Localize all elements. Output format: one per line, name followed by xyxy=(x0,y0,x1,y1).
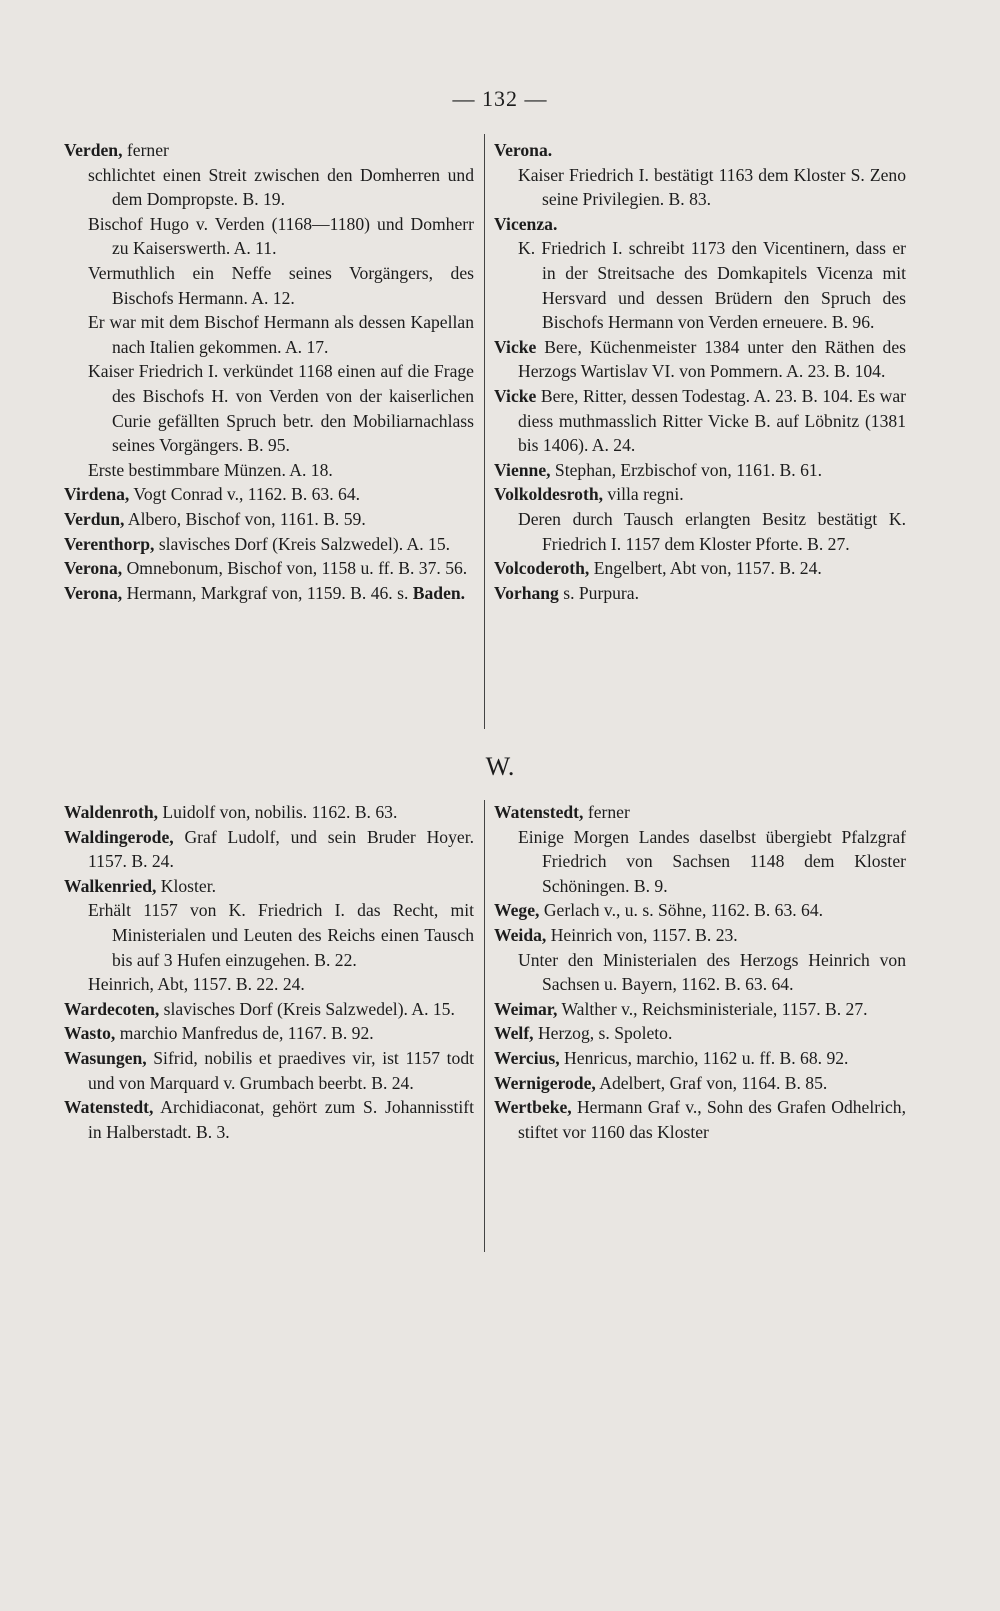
entry-text: Hermann Graf v., Sohn des Grafen Odhelrich, stiftet vor 1160 das Kloster xyxy=(518,1097,906,1142)
entry-headword: Vicke xyxy=(494,385,537,406)
entry-text: Henricus, marchio, 1162 u. ff. B. 68. 92. xyxy=(559,1047,849,1068)
entry-text: Herzog, s. Spoleto. xyxy=(533,1023,673,1044)
index-entry xyxy=(494,458,906,483)
entry-text: slavisches Dorf (Kreis Salzwedel). A. 15. xyxy=(159,998,455,1019)
entry-headword: Verenthorp, xyxy=(64,533,155,554)
right-column-w xyxy=(494,800,906,1144)
index-entry xyxy=(64,138,474,163)
index-subentry xyxy=(494,507,906,556)
entry-text: Luidolf von, nobilis. 1162. B. 63. xyxy=(158,802,398,822)
entry-text: Hermann, Markgraf von, 1159. B. 46. s. xyxy=(122,582,413,603)
entry-headword: Volkoldesroth, xyxy=(494,484,604,505)
entry-text: Heinrich von, 1157. B. 23. xyxy=(546,924,738,945)
index-subentry xyxy=(494,236,906,334)
entry-text: Adelbert, Graf von, 1164. B. 85. xyxy=(595,1072,828,1093)
subentry-text: Erhält 1157 von K. Friedrich I. das Recht, mit Ministerialen und Leuten des Reichs einen Tausch bis auf 3 Hufen einzugehen. B. 22. xyxy=(88,900,474,970)
subentry-text: Deren durch Tausch erlangten Besitz bestätigt K. Friedrich I. 1157 dem Kloster Pforte. B. 27. xyxy=(518,508,906,554)
index-entry xyxy=(494,212,906,237)
index-entry xyxy=(494,556,906,581)
index-entry xyxy=(64,800,474,825)
entry-headword: Wasungen, xyxy=(64,1047,147,1068)
subentry-text: schlichtet einen Streit zwischen den Domherren und dem Dompropste. B. 19. xyxy=(88,164,474,210)
subentry-text: Unter den Ministerialen des Herzogs Heinrich von Sachsen u. Bayern, 1162. B. 63. 64. xyxy=(518,949,906,995)
index-subentry xyxy=(64,898,474,972)
index-entry xyxy=(494,335,906,384)
index-subentry xyxy=(64,212,474,261)
index-entry xyxy=(494,1021,906,1046)
entry-text: Engelbert, Abt von, 1157. B. 24. xyxy=(589,558,822,579)
entry-text: Gerlach v., u. s. Söhne, 1162. B. 63. 64. xyxy=(539,900,824,921)
index-subentry xyxy=(64,163,474,212)
entry-text: villa regni. xyxy=(603,484,684,505)
index-entry xyxy=(494,138,906,163)
entry-headword: Vicenza. xyxy=(494,213,558,234)
entry-headword: Wertbeke, xyxy=(494,1097,572,1118)
index-entry xyxy=(494,482,906,507)
entry-headword: Weimar, xyxy=(494,998,558,1019)
entry-headword: Verden, xyxy=(64,140,123,160)
index-subentry xyxy=(64,458,474,483)
entry-headword: Waldingerode, xyxy=(64,826,174,847)
index-entry xyxy=(64,581,474,606)
entry-headword: Volcoderoth, xyxy=(494,558,590,579)
entry-headword: Wasto, xyxy=(64,1023,116,1044)
entry-headword: Weida, xyxy=(494,924,547,945)
index-entry xyxy=(494,923,906,948)
entry-headword: Wege, xyxy=(494,900,540,921)
index-entry xyxy=(494,1095,906,1144)
entry-headword: Verdun, xyxy=(64,508,125,529)
index-entry xyxy=(64,997,474,1022)
entry-headword: Waldenroth, xyxy=(64,802,159,822)
subentry-text: K. Friedrich I. schreibt 1173 den Vicentinern, dass er in der Streitsache des Domkapitels Vicenza mit Hersvard und dessen Brüdern den Spruch des Bischofs Hermann von Verden erneuere. B. 96. xyxy=(518,238,906,333)
entry-headword: Verona. xyxy=(494,140,553,160)
entry-headword: Virdena, xyxy=(64,484,130,505)
entry-text: marchio Manfredus de, 1167. B. 92. xyxy=(115,1023,374,1044)
index-entry xyxy=(64,1021,474,1046)
index-subentry xyxy=(64,359,474,457)
right-column-v xyxy=(494,138,906,605)
index-entry xyxy=(494,581,906,606)
index-entry xyxy=(64,556,474,581)
index-subentry xyxy=(64,261,474,310)
index-entry xyxy=(494,1071,906,1096)
index-entry xyxy=(64,1046,474,1095)
entry-text: Walther v., Reichsministeriale, 1157. B. 27. xyxy=(557,998,868,1019)
index-entry xyxy=(64,874,474,899)
entry-headword: Walkenried, xyxy=(64,875,157,896)
entry-text: Bere, Küchenmeister 1384 unter den Räthen des Herzogs Wartislav VI. von Pommern. A. 23. B. 104. xyxy=(518,336,906,382)
entry-text: slavisches Dorf (Kreis Salzwedel). A. 15. xyxy=(154,533,451,554)
left-column-w xyxy=(64,800,474,1144)
index-entry xyxy=(494,997,906,1022)
entry-text: ferner xyxy=(122,140,169,160)
subentry-text: Er war mit dem Bischof Hermann als dessen Kapellan nach Italien gekommen. A. 17. xyxy=(88,312,474,357)
index-subentry xyxy=(494,163,906,212)
index-entry xyxy=(64,507,474,532)
entry-headword: Wercius, xyxy=(494,1047,560,1068)
entry-text: Stephan, Erzbischof von, 1161. B. 61. xyxy=(550,459,823,480)
subentry-text: Kaiser Friedrich I. verkündet 1168 einen auf die Frage des Bischofs H. von Verden von der kaiserlichen Curie gefällten Spruch betr. den Mobiliarnachlass seines Vorgängers. B. 95. xyxy=(88,361,474,456)
subentry-text: Erste bestimmbare Münzen. A. 18. xyxy=(88,459,333,480)
entry-headword: Watenstedt, xyxy=(494,802,584,822)
page-number: — 132 — xyxy=(452,86,548,111)
entry-headword: Vicke xyxy=(494,336,537,357)
index-entry xyxy=(64,825,474,874)
column-divider xyxy=(484,800,485,1252)
subentry-text: Einige Morgen Landes daselbst übergiebt Pfalzgraf Friedrich von Sachsen 1148 dem Kloster Schöningen. B. 9. xyxy=(518,826,906,896)
column-divider xyxy=(484,134,485,729)
index-entry xyxy=(494,384,906,458)
entry-headword: Verona, xyxy=(64,582,123,603)
index-entry xyxy=(494,800,906,825)
entry-crossref: Baden. xyxy=(412,582,466,603)
entry-text: Omnebonum, Bischof von, 1158 u. ff. B. 37. 56. xyxy=(122,558,468,579)
index-entry xyxy=(494,898,906,923)
entry-headword: Verona, xyxy=(64,558,123,579)
entry-headword: Wardecoten, xyxy=(64,998,160,1019)
index-subentry xyxy=(64,972,474,997)
subentry-text: Bischof Hugo v. Verden (1168—1180) und Domherr zu Kaiserswerth. A. 11. xyxy=(88,213,474,259)
section-letter: W. xyxy=(485,752,515,781)
entry-text: Archidiaconat, gehört zum S. Johannisstift in Halberstadt. B. 3. xyxy=(88,1097,474,1142)
entry-headword: Watenstedt, xyxy=(64,1097,154,1118)
entry-text: Albero, Bischof von, 1161. B. 59. xyxy=(124,508,366,529)
entry-headword: Wernigerode, xyxy=(494,1072,596,1093)
index-entry xyxy=(494,1046,906,1071)
entry-text: ferner xyxy=(583,802,630,822)
entry-headword: Vorhang xyxy=(494,582,559,603)
entry-text: Bere, Ritter, dessen Todestag. A. 23. B. 104. Es war diess muthmasslich Ritter Vicke B. auf Löbnitz (1381 bis 1406). A. 24. xyxy=(518,385,906,456)
index-entry xyxy=(64,532,474,557)
index-subentry xyxy=(64,310,474,359)
index-subentry xyxy=(494,825,906,899)
index-subentry xyxy=(494,948,906,997)
entry-text: Sifrid, nobilis et praedives vir, ist 1157 todt und von Marquard v. Grumbach beerbt. B. 24. xyxy=(88,1047,474,1093)
subentry-text: Heinrich, Abt, 1157. B. 22. 24. xyxy=(88,974,305,995)
entry-headword: Vienne, xyxy=(494,459,551,480)
index-entry xyxy=(64,482,474,507)
subentry-text: Vermuthlich ein Neffe seines Vorgängers, des Bischofs Hermann. A. 12. xyxy=(88,262,474,308)
subentry-text: Kaiser Friedrich I. bestätigt 1163 dem Kloster S. Zeno seine Privilegien. B. 83. xyxy=(518,164,906,210)
entry-text: Vogt Conrad v., 1162. B. 63. 64. xyxy=(129,484,361,505)
entry-headword: Welf, xyxy=(494,1023,534,1044)
entry-text: Graf Ludolf, und sein Bruder Hoyer. 1157. B. 24. xyxy=(88,826,474,872)
left-column-v xyxy=(64,138,474,605)
entry-text: s. Purpura. xyxy=(558,582,640,603)
index-entry xyxy=(64,1095,474,1144)
entry-text: Kloster. xyxy=(156,875,217,896)
